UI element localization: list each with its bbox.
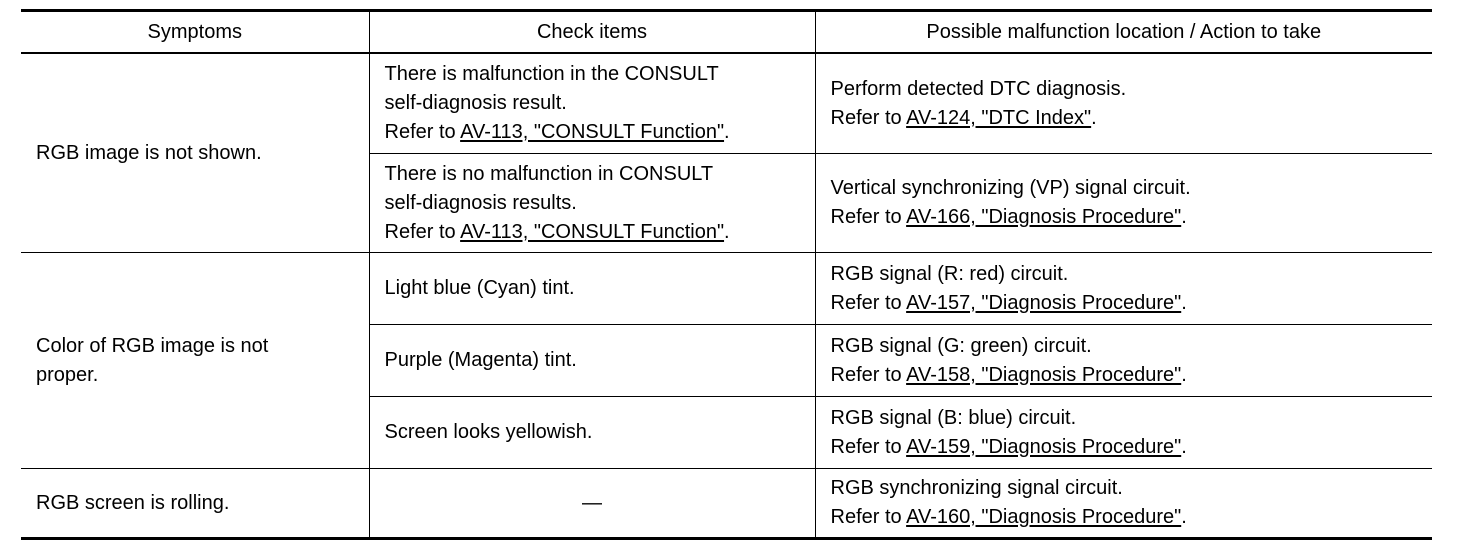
- symptom-cell: RGB image is not shown.: [21, 53, 369, 253]
- action-cell: [815, 397, 1432, 469]
- check-cell-dash: —: [369, 469, 815, 539]
- reference-link[interactable]: AV-157, "Diagnosis Procedure": [906, 291, 1182, 314]
- check-cell: Purple (Magenta) tint.: [369, 325, 815, 397]
- reference-link[interactable]: AV-124, "DTC Index": [906, 106, 1092, 129]
- refer-end: .: [1181, 506, 1187, 528]
- action-cell: [815, 154, 1432, 253]
- refer-end: .: [724, 121, 730, 143]
- action-text: RGB signal (R: red) circuit.: [830, 262, 1069, 285]
- refer-prefix: Refer to: [830, 435, 907, 458]
- check-cell: [369, 53, 815, 154]
- header-action: Possible malfunction location / Action to take: [815, 11, 1432, 54]
- check-cell: Screen looks yellowish.: [369, 397, 815, 469]
- table-row: [21, 253, 1432, 325]
- action-text: RGB signal (B: blue) circuit.: [830, 406, 1077, 429]
- symptom-cell: RGB screen is rolling.: [21, 469, 369, 539]
- refer-end: .: [1181, 291, 1187, 314]
- check-cell: [369, 154, 815, 253]
- refer-line: [831, 289, 1433, 318]
- reference-link[interactable]: AV-159, "Diagnosis Procedure": [906, 435, 1182, 458]
- reference-link[interactable]: AV-160, "Diagnosis Procedure": [906, 506, 1182, 528]
- refer-prefix: Refer to: [384, 220, 461, 243]
- reference-link[interactable]: AV-166, "Diagnosis Procedure": [906, 206, 1182, 228]
- refer-end: .: [1181, 363, 1187, 386]
- check-text: self-diagnosis results.: [384, 191, 577, 214]
- header-symptoms: Symptoms: [21, 11, 369, 54]
- refer-line: [831, 104, 1433, 133]
- refer-prefix: Refer to: [830, 106, 907, 129]
- symptom-text: Color of RGB image is not proper.: [36, 334, 269, 386]
- reference-link[interactable]: AV-113, "CONSULT Function": [460, 220, 725, 243]
- action-cell: [815, 53, 1432, 154]
- refer-prefix: Refer to: [830, 363, 907, 386]
- reference-link[interactable]: AV-113, "CONSULT Function": [460, 121, 725, 143]
- refer-prefix: Refer to: [384, 121, 461, 143]
- refer-line: [831, 433, 1433, 462]
- action-text: Perform detected DTC diagnosis.: [830, 77, 1127, 100]
- action-text: RGB synchronizing signal circuit.: [830, 477, 1123, 499]
- table-row: [21, 469, 1432, 539]
- refer-end: .: [1181, 435, 1187, 458]
- refer-prefix: Refer to: [830, 291, 907, 314]
- refer-end: .: [1091, 106, 1097, 129]
- reference-link[interactable]: AV-158, "Diagnosis Procedure": [906, 363, 1182, 386]
- refer-end: .: [724, 220, 730, 243]
- refer-prefix: Refer to: [830, 206, 907, 228]
- diagnosis-table: [21, 9, 1432, 540]
- refer-end: .: [1181, 206, 1187, 228]
- check-text: self-diagnosis result.: [384, 92, 567, 114]
- check-cell: Light blue (Cyan) tint.: [369, 253, 815, 325]
- action-text: RGB signal (G: green) circuit.: [830, 334, 1092, 357]
- action-text: Vertical synchronizing (VP) signal circuit.: [830, 177, 1191, 199]
- refer-line: [831, 361, 1433, 390]
- header-check-items: Check items: [369, 11, 815, 54]
- refer-line: [831, 503, 1433, 532]
- refer-line: [831, 203, 1433, 232]
- refer-prefix: Refer to: [830, 506, 907, 528]
- action-cell: [815, 253, 1432, 325]
- refer-line: [385, 118, 815, 147]
- action-cell: [815, 325, 1432, 397]
- symptom-cell: [21, 253, 369, 469]
- check-text: There is no malfunction in CONSULT: [384, 162, 714, 185]
- action-cell: [815, 469, 1432, 539]
- refer-line: [385, 218, 815, 247]
- table-row: [21, 53, 1432, 154]
- check-text: There is malfunction in the CONSULT: [384, 63, 719, 85]
- header-row: [21, 11, 1432, 54]
